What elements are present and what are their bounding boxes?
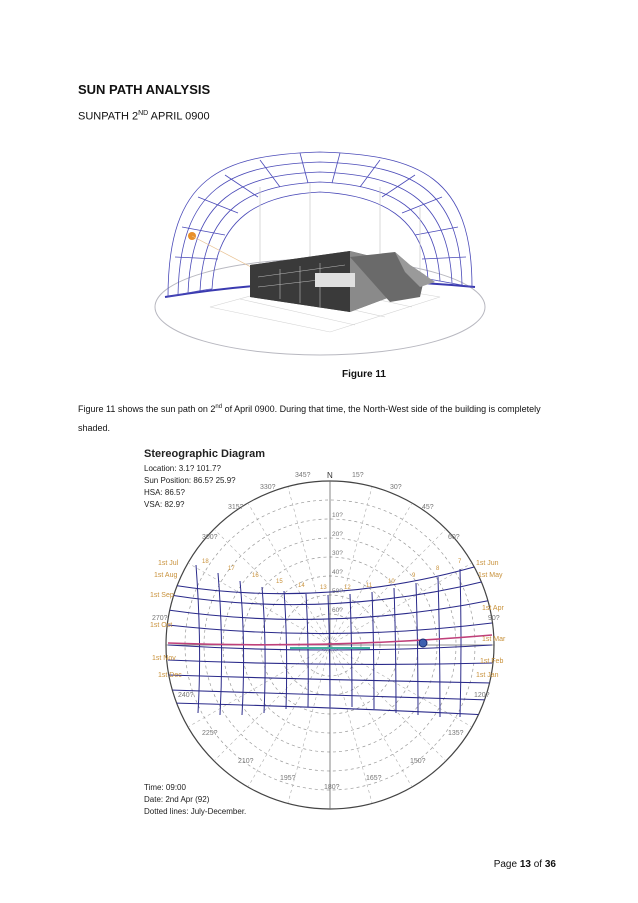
svg-text:60?: 60? [448,534,460,541]
subheading-prefix: SUNPATH 2 [78,110,139,123]
svg-text:1st Aug: 1st Aug [154,572,178,579]
info-location: Location: 3.1? 101.7? [144,464,221,473]
svg-text:1st Mar: 1st Mar [482,636,506,643]
diagram-title: Stereographic Diagram [144,448,266,460]
svg-text:1st Nov: 1st Nov [152,655,176,662]
svg-text:1st Jul: 1st Jul [158,560,179,567]
page-number: 13 [519,859,531,870]
stereographic-diagram [140,445,510,825]
svg-text:8: 8 [436,566,440,572]
svg-text:20?: 20? [332,531,343,538]
svg-text:30?: 30? [390,484,402,491]
svg-text:10: 10 [388,579,395,585]
page-label: Page [493,859,518,870]
svg-text:150?: 150? [410,758,426,765]
body-paragraph [78,400,568,438]
svg-text:300?: 300? [202,534,218,541]
info-vsa: VSA: 82.9? [144,500,185,509]
svg-text:30?: 30? [332,550,343,557]
sun-position-icon [419,639,427,647]
svg-text:225?: 225? [202,730,218,737]
svg-text:14: 14 [298,583,305,589]
of-label: of [533,859,543,870]
svg-text:9: 9 [412,573,416,579]
svg-text:10?: 10? [332,512,343,519]
subheading [78,110,210,123]
svg-text:1st May: 1st May [478,572,503,579]
body-text-part2: of April 0900. During that time, the North-West side of the building is completely shaded. [78,404,541,433]
svg-text:7: 7 [458,559,462,565]
svg-text:1st Apr: 1st Apr [482,605,504,612]
svg-text:1st Oct: 1st Oct [150,622,173,629]
figure-caption-text: Figure 11 [342,369,386,380]
svg-text:15?: 15? [352,472,364,479]
svg-text:50?: 50? [332,588,343,595]
svg-text:1st Jan: 1st Jan [476,672,499,679]
svg-text:13: 13 [320,585,327,591]
svg-text:345?: 345? [295,472,311,479]
body-text-part1: Figure 11 shows the sun path on 2 [78,404,216,414]
figure-caption [0,369,638,380]
north-label: N [327,471,333,480]
svg-text:1st Sep: 1st Sep [150,592,174,599]
svg-text:40?: 40? [332,569,343,576]
section-heading: SUN PATH ANALYSIS [78,82,211,97]
svg-text:60?: 60? [332,607,343,614]
info-date: Date: 2nd Apr (92) [144,795,210,804]
svg-text:180?: 180? [324,784,340,791]
body-text-superscript: nd [215,404,223,410]
page-footer [494,859,556,870]
total-pages: 36 [544,859,556,870]
svg-text:270?: 270? [152,615,168,622]
bearing-labels [152,472,500,791]
svg-text:315?: 315? [228,504,244,511]
svg-text:15: 15 [276,579,283,585]
svg-text:90?: 90? [488,615,500,622]
svg-text:240?: 240? [178,692,194,699]
info-dotted-lines: Dotted lines: July-December. [144,807,247,816]
svg-text:12: 12 [344,585,351,591]
svg-text:17: 17 [228,566,235,572]
info-sun-position: Sun Position: 86.5? 25.9? [144,476,236,485]
svg-text:11: 11 [366,583,373,589]
svg-text:135?: 135? [448,730,464,737]
subheading-superscript: ND [138,110,149,117]
svg-text:1st Dec: 1st Dec [158,672,182,679]
svg-text:18: 18 [202,559,209,565]
svg-text:120?: 120? [474,692,490,699]
sun-path-dome-figure [150,147,490,357]
info-time: Time: 09:00 [144,783,186,792]
svg-text:16: 16 [252,573,259,579]
svg-text:1st Jun: 1st Jun [476,560,499,567]
svg-text:210?: 210? [238,758,254,765]
altitude-labels [332,512,343,614]
svg-text:330?: 330? [260,484,276,491]
svg-text:1st Feb: 1st Feb [480,658,504,665]
info-hsa: HSA: 86.5? [144,488,185,497]
svg-text:195?: 195? [280,775,296,782]
subheading-suffix: APRIL 0900 [148,110,210,123]
svg-text:45?: 45? [422,504,434,511]
svg-text:165?: 165? [366,775,382,782]
